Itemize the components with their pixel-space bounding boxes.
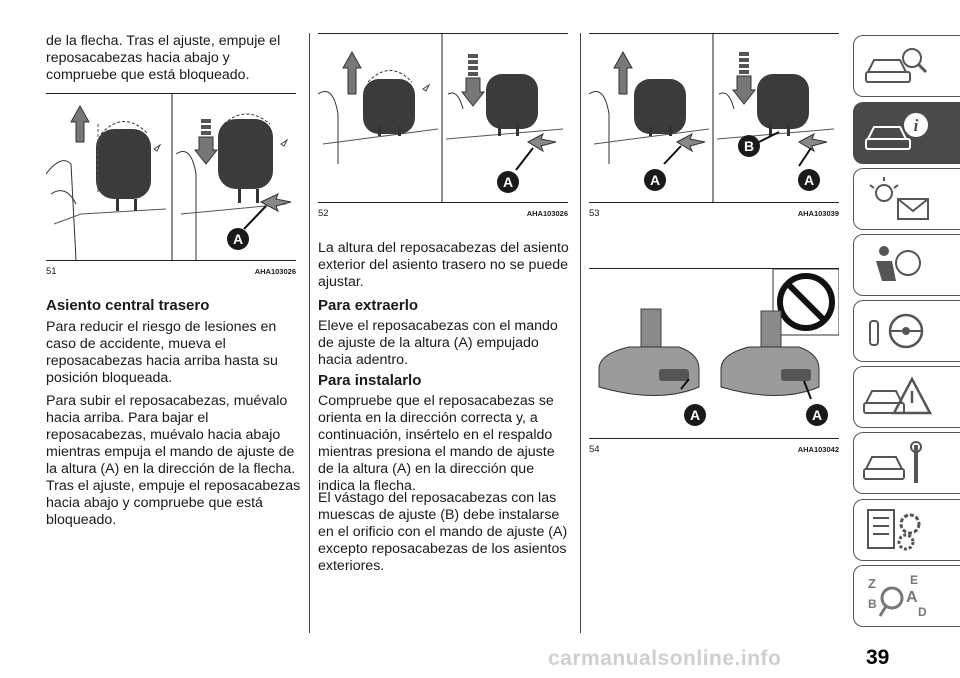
watermark: carmanualsonline.info (548, 647, 782, 670)
alphabet-index-icon (862, 572, 932, 620)
tab-car-info[interactable] (853, 102, 960, 164)
figure-54-label-a-right: A (811, 407, 823, 423)
column-divider (580, 33, 581, 633)
figure-52-caption (318, 208, 568, 219)
figure-number: 53 (589, 208, 600, 219)
svg-text:Z: Z (868, 576, 876, 591)
figure-code: AHA103042 (797, 445, 839, 454)
tab-warning-lights[interactable] (853, 168, 960, 230)
paragraph: El vástago del reposacabezas con las muescas de ajuste (B) debe instalarse en el orificio con el mando de ajuste (A) excepto reposacabezas de los asientos exteriores. (318, 490, 568, 574)
figure-bottom-rule (318, 202, 568, 203)
tab-emergency[interactable] (853, 366, 960, 428)
tab-car-search[interactable] (853, 35, 960, 97)
figure-bottom-rule (46, 260, 296, 261)
spec-gear-icon (862, 506, 932, 554)
figure-51-caption (46, 266, 296, 277)
page-number: 39 (866, 646, 890, 669)
svg-text:B: B (868, 597, 877, 611)
figure-51 (46, 94, 296, 260)
car-info-icon (862, 109, 932, 157)
intro-paragraph: de la flecha. Tras el ajuste, empuje el reposacabezas hacia abajo y compruebe que está bloqueado. (46, 33, 281, 83)
figure-code: AHA103039 (797, 209, 839, 218)
svg-text:i: i (913, 116, 919, 135)
car-wrench-icon (862, 439, 932, 487)
svg-text:E: E (910, 573, 919, 587)
figure-number: 52 (318, 208, 329, 219)
figure-number: 54 (589, 444, 600, 455)
svg-text:D: D (918, 605, 927, 619)
figure-53-caption (589, 208, 839, 219)
figure-54-label-a-left: A (689, 407, 701, 423)
figure-number: 51 (46, 266, 57, 277)
paragraph: Para reducir el riesgo de lesiones en caso de accidente, mueva el reposacabezas hacia arriba hasta su posición bloqueada. (46, 319, 278, 386)
steering-key-icon (862, 307, 932, 355)
airbag-icon (862, 241, 932, 289)
warning-light-mail-icon (862, 175, 932, 223)
tab-index[interactable] (853, 565, 960, 627)
figure-code: AHA103026 (254, 267, 296, 276)
figure-53 (589, 34, 839, 202)
svg-text:A: A (906, 589, 918, 606)
tab-steering-key[interactable] (853, 300, 960, 362)
column-divider (309, 33, 310, 633)
figure-bottom-rule (589, 202, 839, 203)
car-search-icon (862, 42, 932, 90)
paragraph: Compruebe que el reposacabezas se orienta en la dirección correcta y, a continuación, insértelo en el respaldo mientras presiona el mando de ajuste de la altura (A) en la dirección que indica la flecha. (318, 393, 555, 494)
paragraph: Eleve el reposacabezas con el mando de ajuste de la altura (A) empujado hacia adentro. (318, 318, 558, 368)
car-warning-icon (862, 373, 932, 421)
figure-code: AHA103026 (526, 209, 568, 218)
figure-54-caption (589, 444, 839, 455)
figure-53-label-a-right: A (803, 172, 815, 188)
subheading-remove: Para extraerlo (318, 297, 419, 314)
figure-52 (318, 34, 568, 202)
paragraph: Para subir el reposacabezas, muévalo hacia arriba. Para bajar el reposacabezas, muévalo hacia abajo mientras empuja el mando de ajuste de la altura (A) en la dirección de la flecha. Tras el ajuste, empuje el reposacabezas hacia abajo y compruebe que está bloqueado. (46, 393, 301, 528)
figure-53-label-a-left: A (649, 172, 661, 188)
tab-airbag[interactable] (853, 234, 960, 296)
tab-maintenance[interactable] (853, 432, 960, 494)
tab-specifications[interactable] (853, 499, 960, 561)
figure-52-label-a: A (502, 174, 514, 190)
subheading-install: Para instalarlo (318, 372, 422, 389)
figure-53-label-b: B (743, 138, 755, 154)
section-heading: Asiento central trasero (46, 297, 210, 314)
figure-54 (589, 269, 839, 437)
paragraph: La altura del reposacabezas del asiento exterior del asiento trasero no se puede ajustar. (318, 240, 569, 290)
figure-51-label-a: A (232, 231, 244, 247)
figure-bottom-rule (589, 438, 839, 439)
